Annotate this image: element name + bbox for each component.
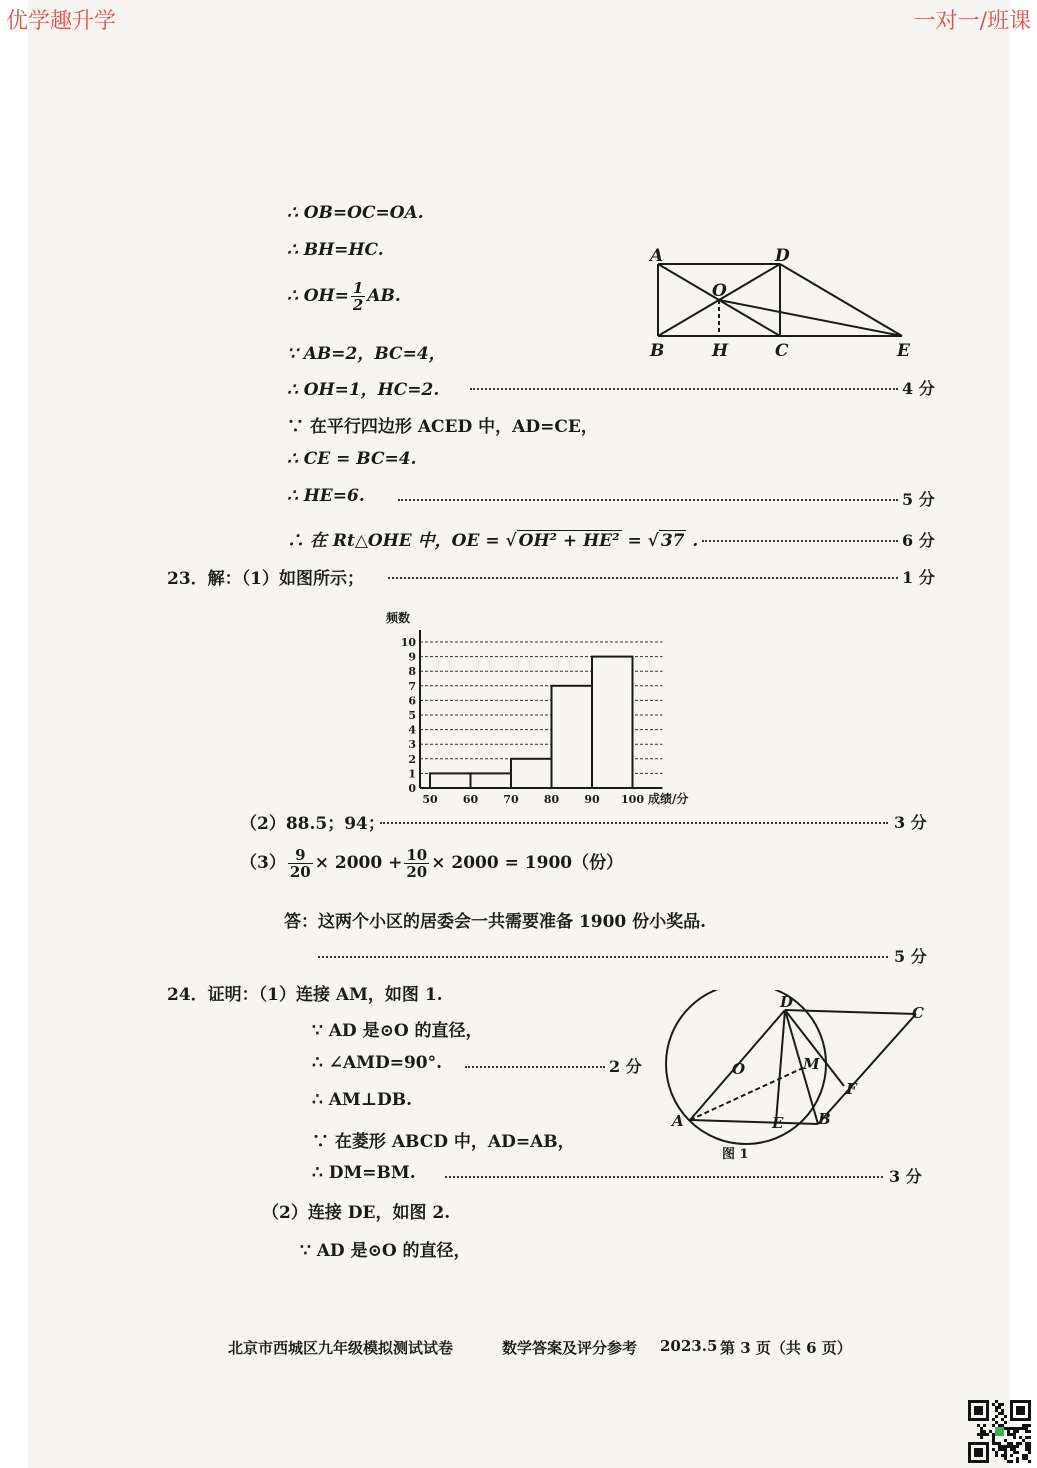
- label-o: O: [712, 281, 727, 301]
- histogram-bar: [471, 773, 512, 788]
- leader-dots: [702, 540, 898, 542]
- score-5: 5 分: [902, 490, 935, 509]
- label-b: B: [650, 341, 665, 361]
- q22-line-4: ∵ AB=2，BC=4，: [287, 344, 446, 364]
- y-tick-label: 7: [408, 679, 416, 693]
- q24-line-3: ∴ AM⊥DB.: [312, 1090, 413, 1110]
- figure-caption: 图 1: [722, 1147, 749, 1162]
- watermark-left: 优学趣升学: [6, 9, 117, 34]
- footer-date: 2023.5: [660, 1337, 718, 1355]
- footer-exam-title: 北京市西城区九年级模拟测试试卷: [228, 1339, 454, 1357]
- q22-line-2: ∴ BH=HC.: [287, 240, 384, 260]
- label-h: H: [712, 341, 729, 361]
- label-a: A: [650, 246, 664, 266]
- label-o: O: [732, 1060, 746, 1078]
- q22-line-6: ∵ 在平行四边形 ACED 中，AD=CE，: [287, 417, 598, 437]
- x-tick-label: 70: [503, 793, 519, 806]
- x-tick-label: 90: [584, 793, 600, 806]
- watermark-right: 一对一/班课: [913, 9, 1031, 34]
- label-m: M: [803, 1055, 820, 1073]
- y-tick-label: 2: [408, 752, 416, 766]
- histogram-bar: [430, 773, 471, 788]
- q24-heading: 24．证明：（1）连接 AM，如图 1.: [167, 985, 443, 1005]
- q22-line-8: ∴ HE=6.: [287, 486, 365, 506]
- q22-line-3: ∴ OH= $\frac{1}{2}$ AB.: [287, 279, 401, 314]
- q24-line-5: ∴ DM=BM.: [312, 1163, 416, 1183]
- score-3: 3 分: [894, 813, 927, 832]
- q24-line-2: ∴ ∠AMD=90°.: [312, 1053, 443, 1073]
- label-d: D: [780, 993, 794, 1011]
- y-tick-label: 4: [408, 723, 416, 737]
- q22-line-7: ∴ CE = BC=4.: [287, 449, 417, 469]
- y-tick-label: 3: [408, 738, 416, 752]
- histogram-bar: [511, 759, 552, 788]
- footer-subject: 数学答案及评分参考: [502, 1339, 638, 1357]
- y-tick-label: 9: [408, 650, 416, 664]
- y-tick-label: 6: [408, 694, 416, 708]
- q22-figure: [640, 240, 925, 365]
- leader-dots: [470, 388, 898, 390]
- leader-dots: [388, 577, 898, 579]
- histogram-bar: [592, 657, 633, 788]
- y-tick-label: 1: [408, 767, 416, 781]
- score-3b: 3 分: [889, 1167, 922, 1186]
- score-1: 1 分: [902, 568, 935, 587]
- label-f: F: [846, 1080, 857, 1098]
- chart-ylabel: 频数: [386, 611, 411, 625]
- q23-heading: 23．解：（1）如图所示；: [167, 569, 364, 589]
- q22-line-9: ∴ 在 Rt△OHE 中，OE = √ OH² + HE² = √ 37 .: [287, 531, 699, 551]
- leader-dots: [445, 1176, 883, 1178]
- q22-line-1: ∴ OB=OC=OA.: [287, 203, 424, 223]
- q22-line-5: ∴ OH=1，HC=2.: [287, 380, 440, 400]
- q24-part-2: （2）连接 DE，如图 2.: [262, 1203, 451, 1223]
- leader-dots: [380, 822, 888, 824]
- q23-part-2: （2）88.5；94；: [240, 814, 385, 834]
- footer-page: 第 3 页（共 6 页）: [720, 1339, 852, 1357]
- label-d: D: [775, 246, 790, 266]
- score-6: 6 分: [902, 531, 935, 550]
- score-2: 2 分: [609, 1057, 642, 1076]
- y-tick-label: 0: [408, 782, 416, 795]
- chart-xlabel: 成绩/分: [648, 792, 689, 806]
- x-tick-label: 100: [621, 793, 644, 806]
- q24-figure: [650, 990, 940, 1170]
- q23-answer: 答：这两个小区的居委会一共需要准备 1900 份小奖品.: [284, 912, 707, 932]
- leader-dots: [465, 1066, 605, 1068]
- q23-part-3: （3） $\frac{9}{20}$ × 2000 + $\frac{10}{20}$ × 2000 = 1900（份）: [240, 846, 624, 881]
- histogram-chart: [380, 604, 700, 810]
- x-tick-label: 50: [422, 793, 438, 806]
- label-c: C: [912, 1004, 924, 1022]
- qr-code-icon: [968, 1400, 1032, 1464]
- leader-dots: [398, 499, 898, 501]
- x-tick-label: 80: [543, 793, 560, 806]
- y-tick-label: 8: [408, 665, 416, 679]
- score-4: 4 分: [902, 379, 935, 398]
- y-tick-label: 10: [400, 636, 416, 649]
- label-e: E: [897, 341, 910, 361]
- q24-line-1: ∵ AD 是⊙O 的直径，: [312, 1021, 483, 1041]
- q24-line-4: ∵ 在菱形 ABCD 中，AD=AB，: [312, 1132, 575, 1152]
- score-5b: 5 分: [894, 947, 927, 966]
- label-b: B: [818, 1110, 831, 1128]
- histogram-bar: [552, 686, 593, 788]
- leader-dots: [318, 956, 888, 958]
- q24-part-2-line-1: ∵ AD 是⊙O 的直径，: [300, 1241, 471, 1261]
- y-tick-label: 5: [408, 709, 416, 722]
- label-c: C: [775, 341, 789, 361]
- label-a: A: [672, 1112, 684, 1130]
- label-e: E: [772, 1114, 784, 1132]
- x-tick-label: 60: [462, 793, 479, 806]
